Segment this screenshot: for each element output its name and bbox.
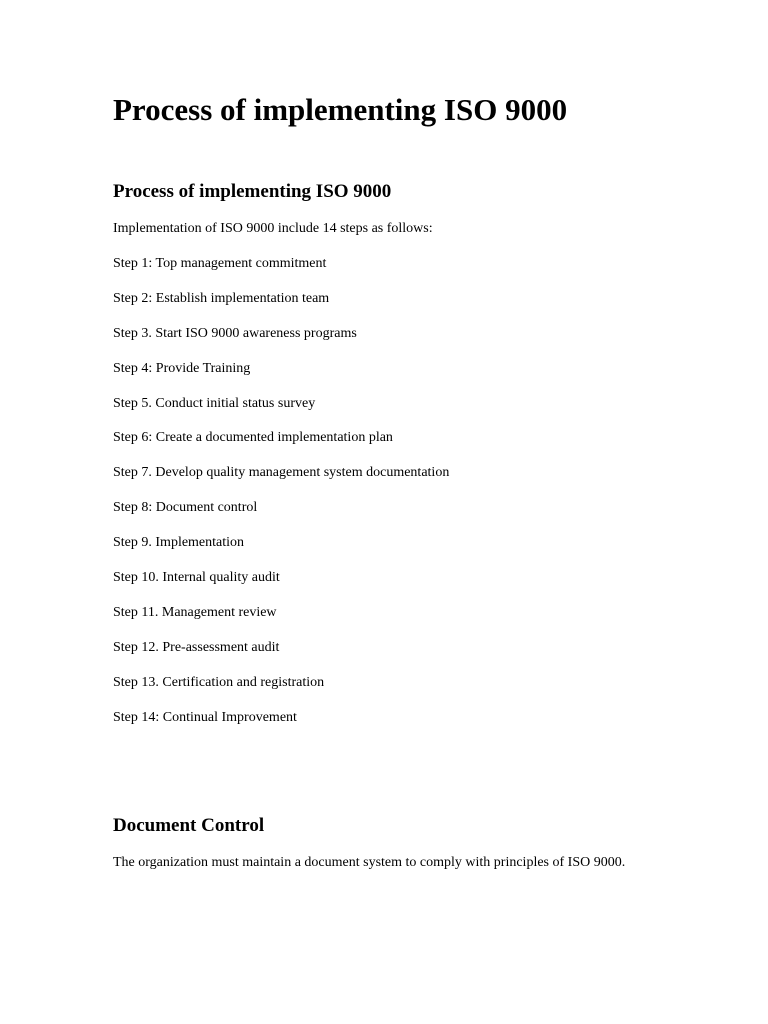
step-item: Step 14: Continual Improvement <box>113 709 297 725</box>
page-title: Process of implementing ISO 9000 <box>113 92 568 127</box>
step-item: Step 5. Conduct initial status survey <box>113 395 316 411</box>
step-item: Step 6: Create a documented implementation plan <box>113 430 393 446</box>
step-item: Step 7. Develop quality management system documentation <box>113 465 450 481</box>
step-item: Step 10. Internal quality audit <box>113 570 280 586</box>
section-heading-document-control: Document Control <box>113 815 265 836</box>
intro-paragraph: Implementation of ISO 9000 include 14 steps as follows: <box>113 221 433 236</box>
step-item: Step 8: Document control <box>113 500 258 516</box>
step-item: Step 2: Establish implementation team <box>113 290 330 306</box>
step-item: Step 4: Provide Training <box>113 360 251 376</box>
section-heading-implementation: Process of implementing ISO 9000 <box>113 181 392 202</box>
step-item: Step 13. Certification and registration <box>113 674 325 690</box>
step-item: Step 11. Management review <box>113 604 277 620</box>
step-item: Step 3. Start ISO 9000 awareness programs <box>113 325 357 341</box>
step-item: Step 12. Pre-assessment audit <box>113 639 280 655</box>
document-control-paragraph: The organization must maintain a document system to comply with principles of ISO 9000. <box>113 855 626 870</box>
steps-list <box>113 255 449 743</box>
step-item: Step 1: Top management commitment <box>113 256 327 271</box>
step-item: Step 9. Implementation <box>113 535 245 551</box>
